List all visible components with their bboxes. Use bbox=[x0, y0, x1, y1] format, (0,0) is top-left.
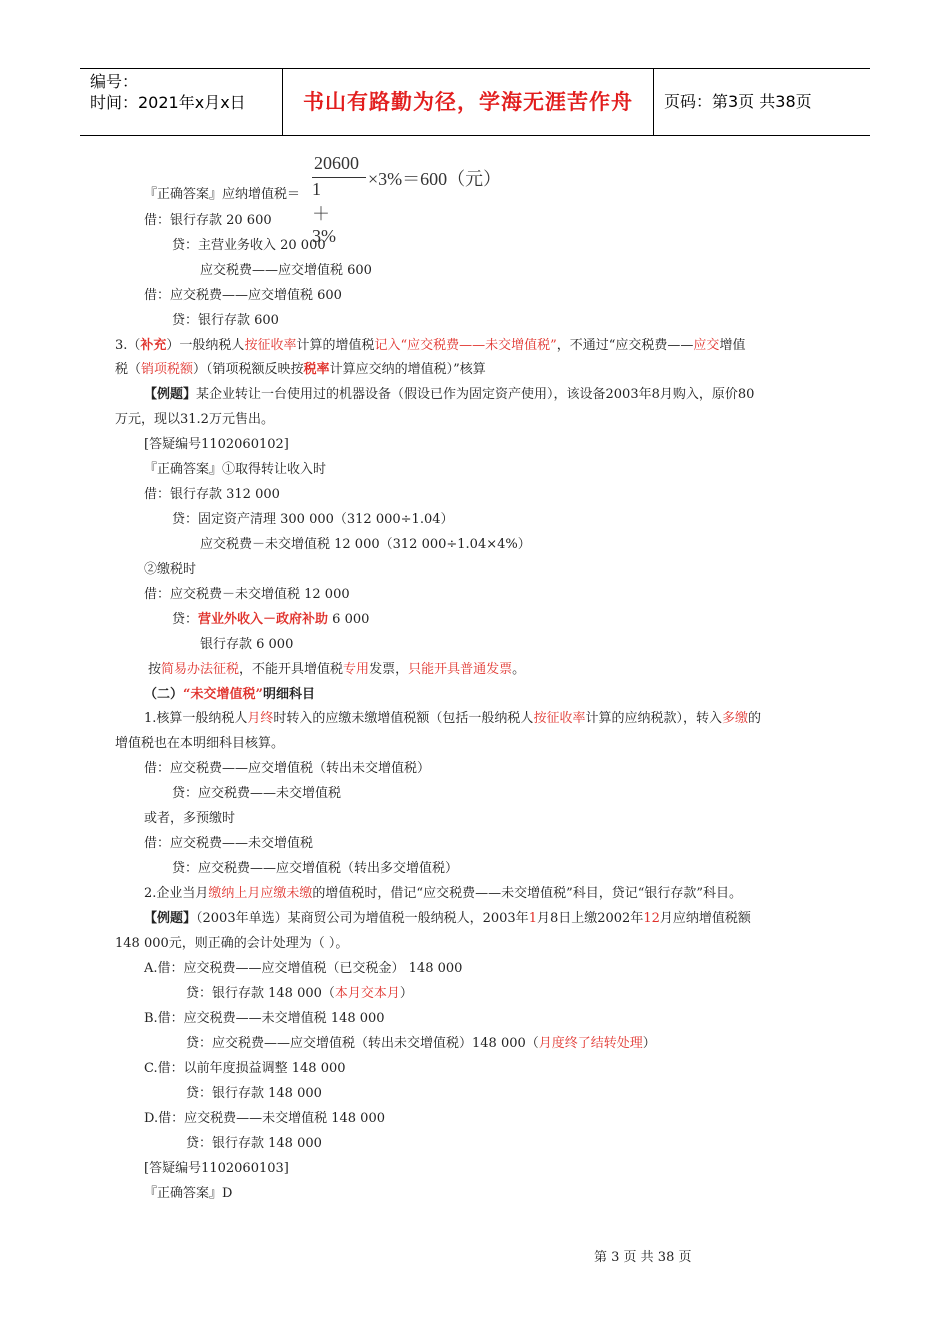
journal-line: 贷：应交税费——未交增值税 bbox=[172, 786, 342, 801]
journal-line: 贷：固定资产清理 300 000（312 000÷1.04） bbox=[172, 512, 454, 527]
paragraph-line: 2.企业当月缴纳上月应缴未缴的增值税时，借记“应交税费——未交增值税”科目，贷记“银行存款”科目。 bbox=[144, 886, 743, 901]
example-line-cont: 148 000元，则正确的会计处理为（ ）。 bbox=[115, 936, 349, 951]
journal-line: 借：银行存款 312 000 bbox=[144, 487, 280, 502]
answer-line: 『正确答案』①取得转让收入时 bbox=[144, 462, 327, 477]
section-heading: （二）“未交增值税”明细科目 bbox=[144, 687, 315, 702]
answer-line: 『正确答案』应纳增值税＝ bbox=[144, 187, 301, 202]
option-a: A.借：应交税费——应交增值税（已交税金） 148 000 bbox=[144, 961, 463, 976]
journal-line: 借：应交税费－未交增值税 12 000 bbox=[144, 587, 350, 602]
paragraph-supplement-cont: 税（销项税额）（销项税额反映按税率计算应交纳的增值税）”核算 bbox=[115, 362, 486, 377]
journal-line: 借：应交税费——应交增值税 600 bbox=[144, 288, 342, 303]
formula-denominator: 1＋3% bbox=[312, 179, 336, 246]
answer-line: 『正确答案』D bbox=[144, 1186, 233, 1201]
option-b-credit: 贷：应交税费——应交增值税（转出未交增值税）148 000（月度终了结转处理） bbox=[186, 1036, 656, 1051]
header-motto: 书山有路勤为径，学海无涯苦作舟 bbox=[283, 69, 654, 135]
journal-line: 贷：主营业务收入 20 000 bbox=[172, 238, 326, 253]
question-id: [答疑编号1102060103] bbox=[144, 1161, 289, 1176]
time-label: 时间：2021年x月x日 bbox=[90, 93, 246, 112]
journal-line: 借：银行存款 20 600 bbox=[144, 213, 272, 228]
journal-line: 应交税费——应交增值税 600 bbox=[200, 263, 372, 278]
journal-line: 应交税费－未交增值税 12 000（312 000÷1.04×4%） bbox=[200, 537, 531, 552]
page-footer: 第 3 页 共 38 页 bbox=[594, 1250, 692, 1265]
example-line: 【例题】（2003年单选）某商贸公司为增值税一般纳税人，2003年1月8日上缴2002年12月应纳增值税额 bbox=[144, 911, 751, 926]
example-line-cont: 万元，现以31.2万元售出。 bbox=[115, 412, 274, 427]
journal-line: 借：应交税费——应交增值税（转出未交增值税） bbox=[144, 761, 431, 776]
option-d-credit: 贷：银行存款 148 000 bbox=[186, 1136, 322, 1151]
page-header bbox=[80, 68, 870, 136]
note-line: 按简易办法征税，不能开具增值税专用发票，只能开具普通发票。 bbox=[148, 662, 526, 677]
option-d: D.借：应交税费——未交增值税 148 000 bbox=[144, 1111, 385, 1126]
option-c-credit: 贷：银行存款 148 000 bbox=[186, 1086, 322, 1101]
option-b: B.借：应交税费——未交增值税 148 000 bbox=[144, 1011, 385, 1026]
journal-line: 借：应交税费——未交增值税 bbox=[144, 836, 314, 851]
fraction-bar bbox=[312, 177, 366, 178]
journal-line: 贷：应交税费——应交增值税（转出多交增值税） bbox=[172, 861, 459, 876]
formula-rest: ×3%＝600（元） bbox=[368, 169, 502, 189]
header-left bbox=[80, 69, 283, 135]
paragraph-line: 1.核算一般纳税人月终时转入的应缴未缴增值税额（包括一般纳税人按征收率计算的应纳税款），转入多缴的 bbox=[144, 711, 761, 726]
journal-line: 银行存款 6 000 bbox=[200, 637, 294, 652]
option-a-credit: 贷：银行存款 148 000（本月交本月） bbox=[186, 986, 413, 1001]
step-label: ②缴税时 bbox=[144, 562, 197, 577]
paragraph-line-cont: 增值税也在本明细科目核算。 bbox=[115, 736, 285, 751]
example-line: 【例题】某企业转让一台使用过的机器设备（假设已作为固定资产使用），该设备2003年8月购入，原价80 bbox=[144, 387, 755, 402]
paragraph-supplement: 3.（补充）一般纳税人按征收率计算的增值税记入“应交税费——未交增值税”，不通过“应交税费——应交增值 bbox=[115, 338, 746, 353]
header-page-label: 页码：第3页 共38页 bbox=[664, 92, 812, 111]
journal-line: 贷：营业外收入－政府补助 6 000 bbox=[172, 612, 370, 627]
code-label: 编号： bbox=[90, 72, 139, 91]
question-id: [答疑编号1102060102] bbox=[144, 437, 289, 452]
note-line: 或者，多预缴时 bbox=[144, 811, 236, 826]
formula-numerator: 20600 bbox=[314, 153, 359, 173]
option-c: C.借：以前年度损益调整 148 000 bbox=[144, 1061, 346, 1076]
journal-line: 贷：银行存款 600 bbox=[172, 313, 279, 328]
